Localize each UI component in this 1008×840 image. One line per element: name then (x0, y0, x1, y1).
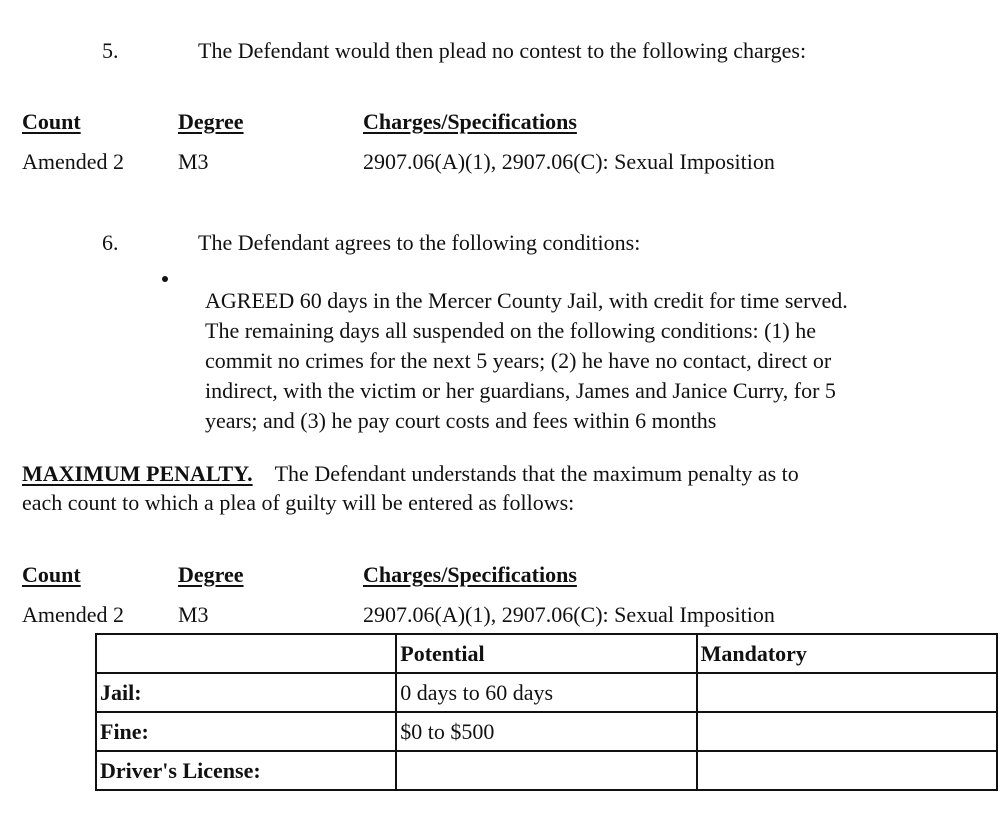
conditions-line: years; and (3) he pay court costs and fees within 6 months (205, 408, 717, 433)
conditions-paragraph (205, 286, 985, 436)
penalty-table-header (96, 634, 997, 673)
row-label: Driver's License: (96, 751, 396, 790)
penalty-row-drivers-license (96, 751, 997, 790)
row-potential (396, 751, 696, 790)
conditions-line: AGREED 60 days in the Mercer County Jail, with credit for time served. (205, 288, 848, 313)
conditions-line: The remaining days all suspended on the following conditions: (1) he (205, 318, 816, 343)
row-mandatory (697, 712, 997, 751)
maximum-penalty-line-1 (22, 463, 799, 485)
section-5-number: 5. (102, 38, 119, 63)
header-mandatory: Mandatory (697, 634, 997, 673)
row-label: Fine: (96, 712, 396, 751)
penalty-row-fine (96, 712, 997, 751)
row-count: Amended 2 (22, 602, 125, 627)
row-degree: M3 (178, 149, 209, 174)
row-count: Amended 2 (22, 149, 125, 174)
header-count: Count (22, 109, 81, 134)
bullet-icon (162, 276, 168, 282)
row-mandatory (697, 751, 997, 790)
row-mandatory (697, 673, 997, 712)
section-5-text: The Defendant would then plead no contest to the following charges: (198, 38, 807, 63)
header-count: Count (22, 562, 81, 587)
row-label: Jail: (96, 673, 396, 712)
conditions-line: commit no crimes for the next 5 years; (2) he have no contact, direct or (205, 348, 832, 373)
maximum-penalty-text: The Defendant understands that the maximum penalty as to (274, 461, 799, 486)
row-degree: M3 (178, 602, 209, 627)
penalty-row-jail (96, 673, 997, 712)
conditions-line: indirect, with the victim or her guardians, James and Janice Curry, for 5 (205, 378, 836, 403)
header-degree: Degree (178, 109, 244, 134)
penalty-table (95, 633, 998, 791)
header-charges: Charges/Specifications (363, 109, 577, 134)
header-blank (96, 634, 396, 673)
row-potential: $0 to $500 (396, 712, 696, 751)
row-potential: 0 days to 60 days (396, 673, 696, 712)
header-potential: Potential (396, 634, 696, 673)
header-charges: Charges/Specifications (363, 562, 577, 587)
header-degree: Degree (178, 562, 244, 587)
section-6-text: The Defendant agrees to the following conditions: (198, 230, 641, 255)
maximum-penalty-heading: MAXIMUM PENALTY. (22, 461, 253, 486)
maximum-penalty-line-2: each count to which a plea of guilty will be entered as follows: (22, 490, 575, 515)
row-charges: 2907.06(A)(1), 2907.06(C): Sexual Imposition (363, 602, 775, 627)
row-charges: 2907.06(A)(1), 2907.06(C): Sexual Imposition (363, 149, 775, 174)
section-6-number: 6. (102, 230, 119, 255)
